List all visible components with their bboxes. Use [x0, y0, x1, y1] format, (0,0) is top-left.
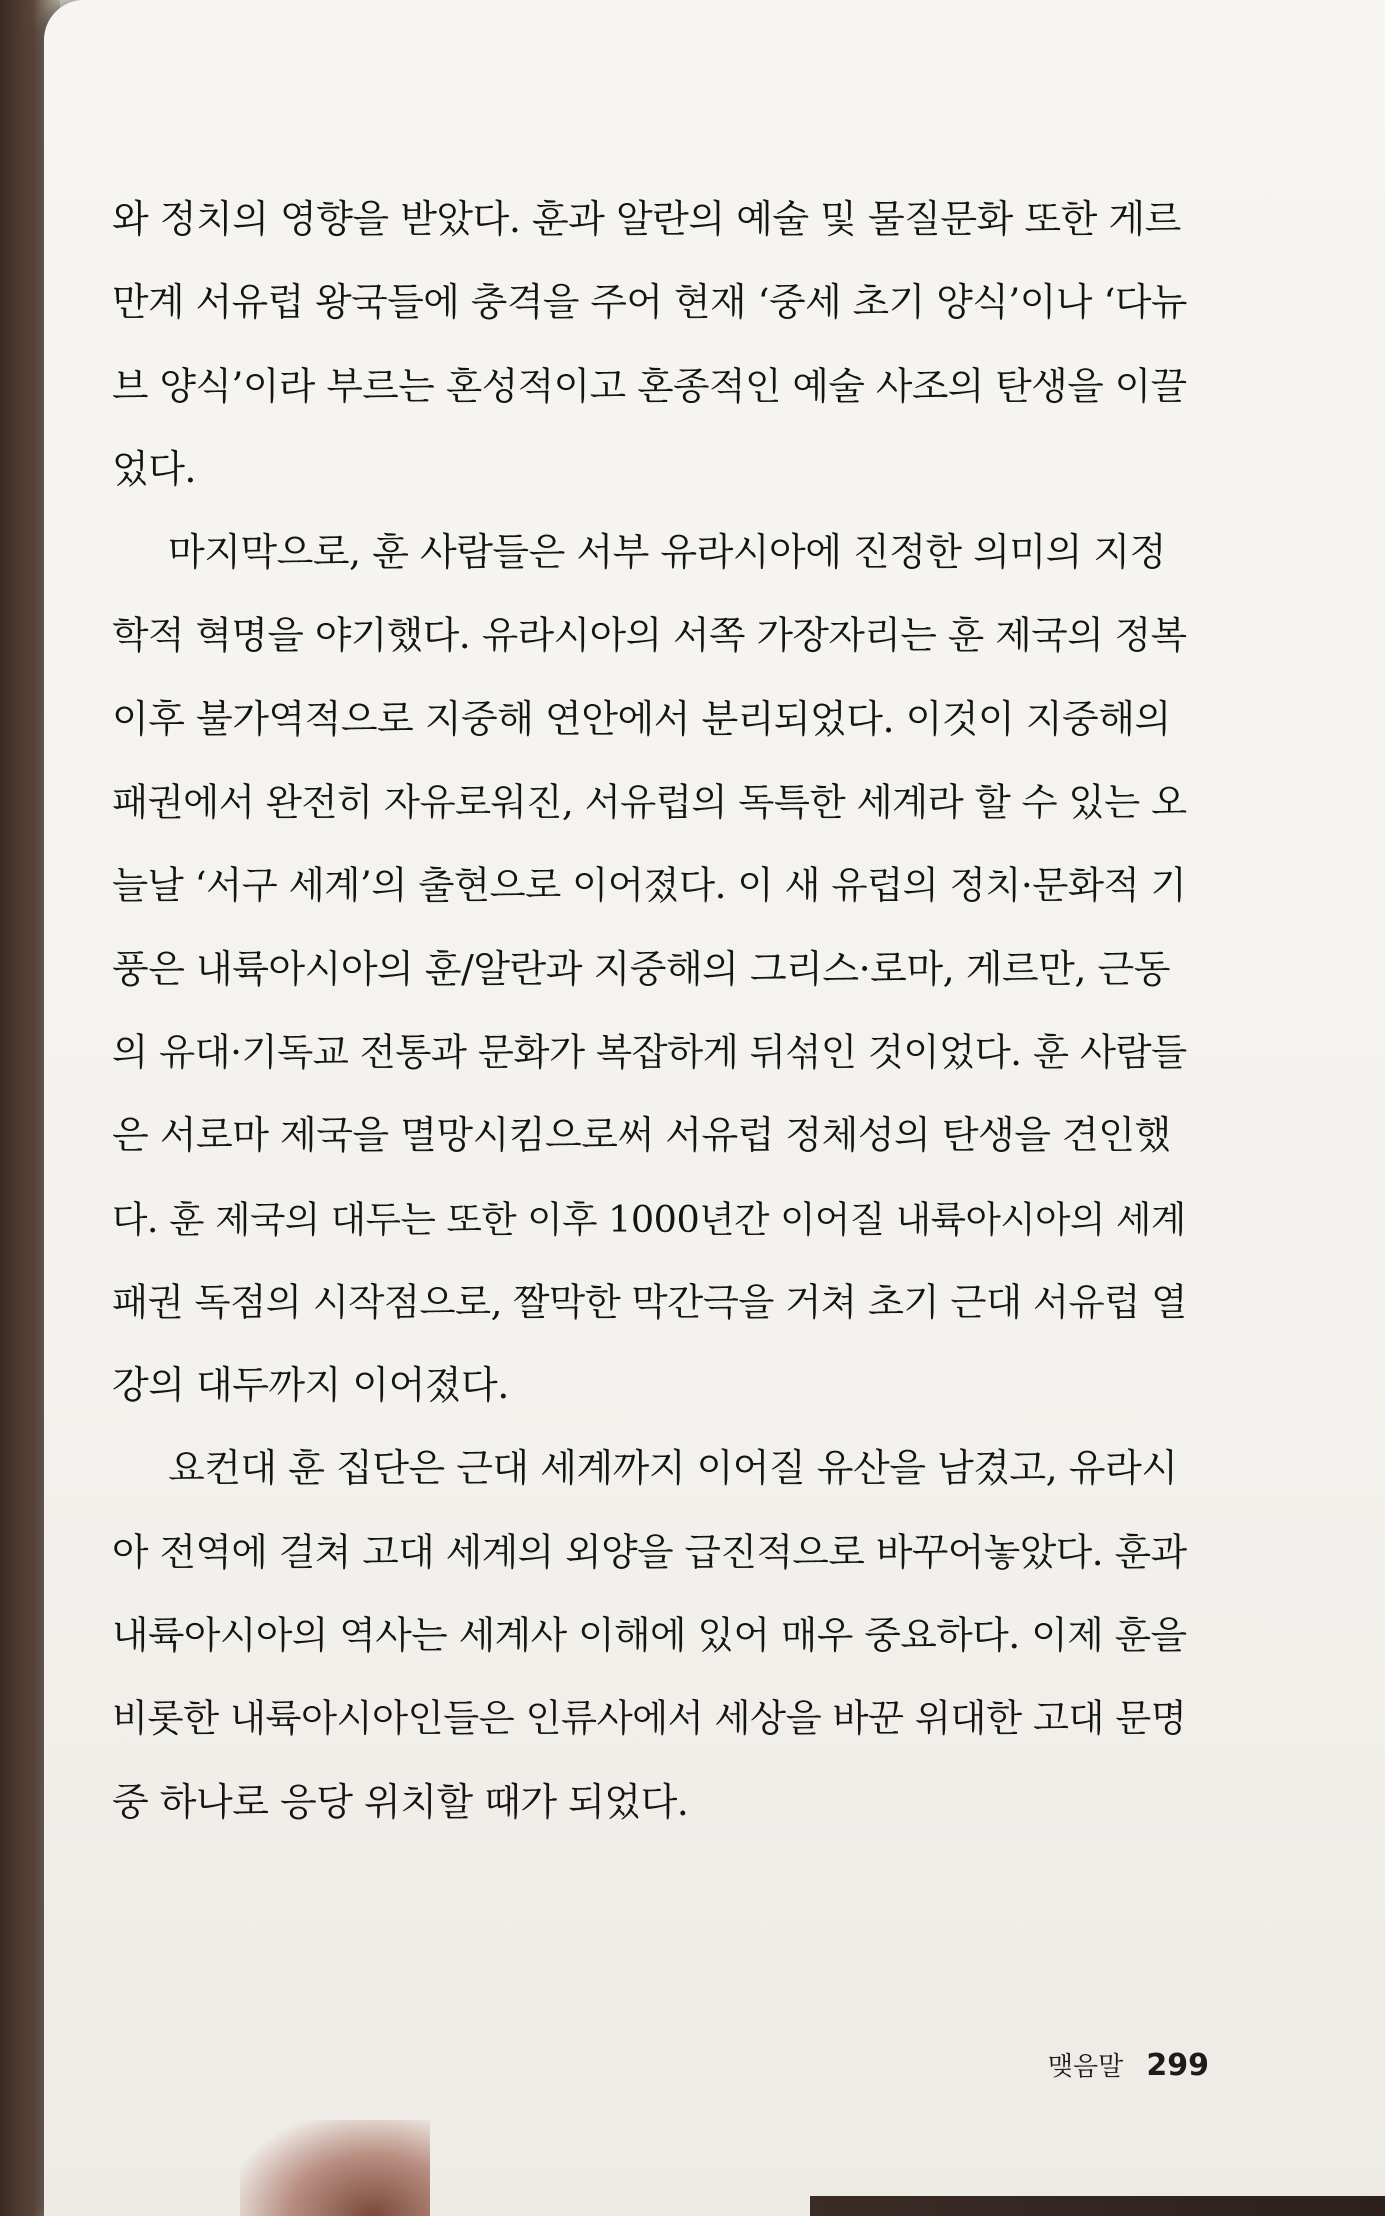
- background-table-edge: [810, 2196, 1385, 2216]
- text-line: 내륙아시아의 역사는 세계사 이해에 있어 매우 중요하다. 이제 훈을: [112, 1613, 1187, 1658]
- text-line: 와 정치의 영향을 받았다. 훈과 알란의 예술 및 물질문화 또한 게르: [112, 197, 1181, 241]
- text-line: 의 유대·기독교 전통과 문화가 복잡하게 뒤섞인 것이었다. 훈 사람들: [112, 1029, 1187, 1074]
- paragraph-2: [112, 511, 1187, 1427]
- paragraph-1: [112, 178, 1187, 511]
- section-title: 맺음말: [1047, 2052, 1124, 2082]
- text-line: 만계 서유럽 왕국들에 충격을 주어 현재 ‘중세 초기 양식’이나 ‘다뉴: [112, 280, 1187, 325]
- text-line: 학적 혁명을 야기했다. 유라시아의 서쪽 가장자리는 훈 제국의 정복: [112, 613, 1187, 658]
- text-line: 강의 대두까지 이어졌다.: [112, 1363, 509, 1408]
- text-line: 다. 훈 제국의 대두는 또한 이후 1000년간 이어질 내륙아시아의 세계: [112, 1197, 1186, 1241]
- text-line: 이후 불가역적으로 지중해 연안에서 분리되었다. 이것이 지중해의: [112, 696, 1171, 741]
- text-line: 었다.: [112, 446, 196, 491]
- text-line: 풍은 내륙아시아의 훈/알란과 지중해의 그리스·로마, 게르만, 근동: [112, 946, 1170, 991]
- page-footer: [1048, 2046, 1209, 2083]
- text-line: 패권에서 완전히 자유로워진, 서유럽의 독특한 세계라 할 수 있는 오: [112, 780, 1187, 825]
- text-line: 아 전역에 걸쳐 고대 세계의 외양을 급진적으로 바꾸어놓았다. 훈과: [112, 1529, 1187, 1574]
- text-line: 패권 독점의 시작점으로, 짤막한 막간극을 거쳐 초기 근대 서유럽 열: [112, 1279, 1187, 1324]
- text-line: 브 양식’이라 부르는 혼성적이고 혼종적인 예술 사조의 탄생을 이끌: [112, 363, 1187, 408]
- text-line: 은 서로마 제국을 멸망시킴으로써 서유럽 정체성의 탄생을 견인했: [112, 1113, 1171, 1158]
- text-line: 비롯한 내륙아시아인들은 인류사에서 세상을 바꾼 위대한 고대 문명: [112, 1696, 1187, 1741]
- text-line: 마지막으로, 훈 사람들은 서부 유라시아에 진정한 의미의 지정: [168, 530, 1166, 575]
- text-line: 늘날 ‘서구 세계’의 출현으로 이어졌다. 이 새 유럽의 정치·문화적 기: [112, 863, 1187, 908]
- body-text: [112, 178, 1187, 1844]
- page-number: 299: [1146, 2048, 1209, 2083]
- text-line: 요컨대 훈 집단은 근대 세계까지 이어질 유산을 남겼고, 유라시: [168, 1446, 1178, 1491]
- paragraph-3: [112, 1427, 1187, 1843]
- text-line: 중 하나로 응당 위치할 때가 되었다.: [112, 1779, 689, 1824]
- background-shadow: [240, 2120, 430, 2216]
